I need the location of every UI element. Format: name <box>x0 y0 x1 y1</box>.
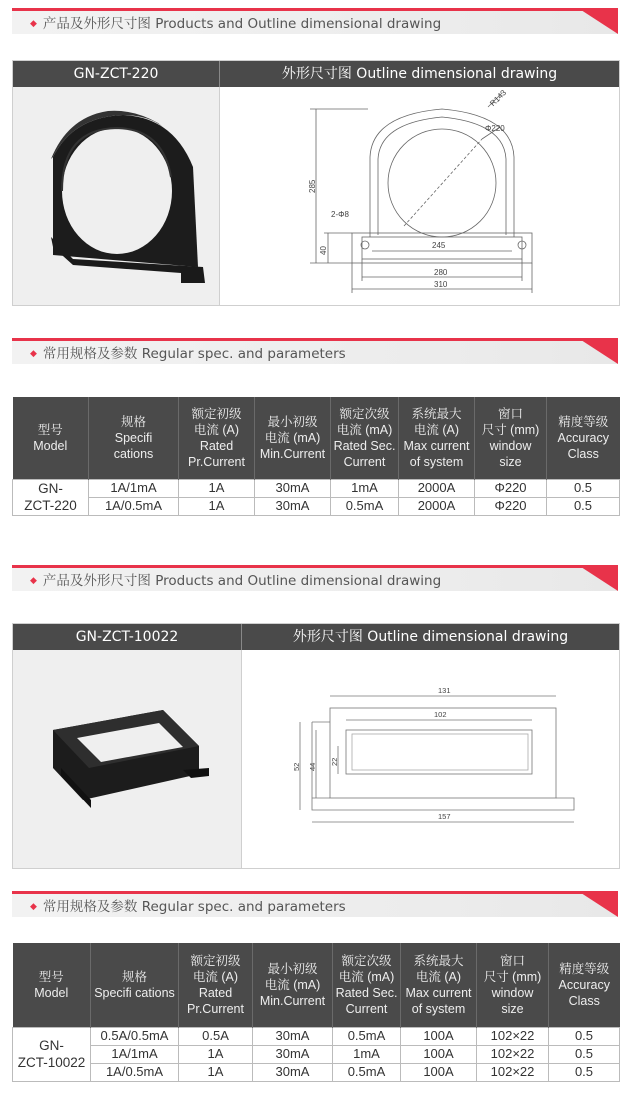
dim-width-310: 310 <box>434 280 448 289</box>
accuracy-cell: 0.5 <box>549 1063 620 1081</box>
max-current-cell: 100A <box>401 1045 477 1063</box>
banner-accent-line <box>12 338 618 341</box>
header-max-current <box>401 943 477 1027</box>
header-model <box>13 943 91 1027</box>
outline-drawing-ring <box>220 87 619 305</box>
diamond-bullet-icon: ◆ <box>30 349 37 359</box>
dim-hole: 2-Φ8 <box>331 210 349 219</box>
dim-radius: R143 <box>488 88 509 109</box>
section-banner-spec-2 <box>12 891 618 917</box>
rated-primary-cell: 1A <box>179 1045 253 1063</box>
model-name: GN-ZCT-220 <box>13 61 220 87</box>
header-text: 型号 Model <box>33 422 68 453</box>
product-photo-ring-ct <box>13 87 220 305</box>
max-current-cell: 100A <box>401 1063 477 1081</box>
header-text: 额定初级 电流 (A) Rated Pr.Current <box>188 406 245 469</box>
header-model <box>13 397 89 479</box>
dim-102: 102 <box>434 710 447 719</box>
rated-primary-cell: 1A <box>179 479 255 497</box>
banner-title <box>30 12 441 32</box>
banner-accent-tab <box>578 565 618 591</box>
rated-primary-cell: 0.5A <box>179 1027 253 1045</box>
min-current-cell: 30mA <box>255 497 331 515</box>
banner-accent-line <box>12 891 618 894</box>
diamond-bullet-icon: ◆ <box>30 576 37 586</box>
banner-title <box>30 342 346 362</box>
table-row <box>13 497 620 515</box>
product-panel-body <box>13 650 619 868</box>
header-text: 系统最大 电流 (A) Max current of system <box>405 953 472 1016</box>
rated-secondary-cell: 0.5mA <box>333 1063 401 1081</box>
header-max-current <box>399 397 475 479</box>
spec-table-gn-zct-220 <box>12 397 620 516</box>
table-row <box>13 1063 620 1081</box>
header-min-current <box>253 943 333 1027</box>
banner-label: 常用规格及参数 Regular spec. and parameters <box>42 899 346 915</box>
window-size-cell: 102×22 <box>477 1027 549 1045</box>
banner-label: 产品及外形尺寸图 Products and Outline dimensional drawing <box>42 16 442 32</box>
banner-title <box>30 569 441 589</box>
banner-accent-tab <box>578 8 618 34</box>
model-name: GN-ZCT-10022 <box>13 624 242 650</box>
product-panel-header <box>13 624 619 650</box>
header-text: 规格 Specifi cations <box>113 414 154 461</box>
spec-table-gn-zct-10022 <box>12 943 620 1082</box>
dim-height: 285 <box>308 179 317 193</box>
spec-cell: 0.5A/0.5mA <box>91 1027 179 1045</box>
model-cell: GN- ZCT-10022 <box>13 1027 91 1081</box>
header-rated-primary <box>179 397 255 479</box>
dim-44: 44 <box>308 762 317 771</box>
banner-title <box>30 895 346 915</box>
min-current-cell: 30mA <box>253 1045 333 1063</box>
accuracy-cell: 0.5 <box>549 1045 620 1063</box>
rated-primary-cell: 1A <box>179 497 255 515</box>
banner-accent-line <box>12 8 618 11</box>
section-banner-products-2 <box>12 565 618 591</box>
header-text: 精度等级 Accuracy Class <box>557 414 609 461</box>
banner-label: 常用规格及参数 Regular spec. and parameters <box>42 346 346 362</box>
dim-phi: Φ220 <box>485 124 505 133</box>
section-banner-products-1 <box>12 8 618 34</box>
min-current-cell: 30mA <box>255 479 331 497</box>
banner-accent-line <box>12 565 618 568</box>
dim-22: 22 <box>330 757 339 766</box>
window-size-cell: Φ220 <box>475 479 547 497</box>
accuracy-cell: 0.5 <box>547 497 620 515</box>
header-text: 额定次级 电流 (mA) Rated Sec. Current <box>333 406 396 469</box>
header-spec <box>89 397 179 479</box>
header-rated-primary <box>179 943 253 1027</box>
product-panel-gn-zct-220 <box>12 60 620 306</box>
rated-secondary-cell: 1mA <box>331 479 399 497</box>
header-text: 窗口 尺寸 (mm) window size <box>481 406 540 469</box>
table-row <box>13 479 620 497</box>
dim-width-245: 245 <box>432 241 446 250</box>
header-window-size <box>477 943 549 1027</box>
header-window-size <box>475 397 547 479</box>
banner-accent-tab <box>578 891 618 917</box>
header-text: 窗口 尺寸 (mm) window size <box>483 953 542 1016</box>
spec-cell: 1A/1mA <box>89 479 179 497</box>
outline-drawing-rect <box>242 650 619 868</box>
product-panel-gn-zct-10022 <box>12 623 620 869</box>
max-current-cell: 100A <box>401 1027 477 1045</box>
table-row <box>13 1045 620 1063</box>
header-min-current <box>255 397 331 479</box>
rated-secondary-cell: 0.5mA <box>333 1027 401 1045</box>
window-size-cell: Φ220 <box>475 497 547 515</box>
header-text: 最小初级 电流 (mA) Min.Current <box>259 414 326 461</box>
header-text: 最小初级 电流 (mA) Min.Current <box>259 961 326 1008</box>
spec-cell: 1A/0.5mA <box>91 1063 179 1081</box>
header-spec <box>91 943 179 1027</box>
banner-label: 产品及外形尺寸图 Products and Outline dimensional drawing <box>42 573 442 589</box>
table-row <box>13 1027 620 1045</box>
rated-secondary-cell: 0.5mA <box>331 497 399 515</box>
model-cell: GN- ZCT-220 <box>13 479 89 515</box>
accuracy-cell: 0.5 <box>549 1027 620 1045</box>
dim-52: 52 <box>292 762 301 771</box>
drawing-title: 外形尺寸图 Outline dimensional drawing <box>281 66 558 82</box>
diamond-bullet-icon: ◆ <box>30 902 37 912</box>
diamond-bullet-icon: ◆ <box>30 19 37 29</box>
max-current-cell: 2000A <box>399 497 475 515</box>
spec-cell: 1A/1mA <box>91 1045 179 1063</box>
product-panel-header <box>13 61 619 87</box>
dim-width-280: 280 <box>434 268 448 277</box>
accuracy-cell: 0.5 <box>547 479 620 497</box>
header-text: 规格 Specifi cations <box>94 969 175 1000</box>
product-photo-rect-ct <box>13 650 242 868</box>
dim-base: 40 <box>319 246 328 255</box>
banner-accent-tab <box>578 338 618 364</box>
spec-header-row <box>13 397 620 479</box>
min-current-cell: 30mA <box>253 1027 333 1045</box>
dim-131: 131 <box>438 686 451 695</box>
min-current-cell: 30mA <box>253 1063 333 1081</box>
max-current-cell: 2000A <box>399 479 475 497</box>
window-size-cell: 102×22 <box>477 1045 549 1063</box>
header-text: 额定初级 电流 (A) Rated Pr.Current <box>187 953 244 1016</box>
window-size-cell: 102×22 <box>477 1063 549 1081</box>
product-panel-body <box>13 87 619 305</box>
header-text: 系统最大 电流 (A) Max current of system <box>403 406 470 469</box>
header-accuracy <box>549 943 620 1027</box>
spec-header-row <box>13 943 620 1027</box>
header-accuracy <box>547 397 620 479</box>
dim-157: 157 <box>438 812 451 821</box>
header-text: 精度等级 Accuracy Class <box>558 961 610 1008</box>
rated-primary-cell: 1A <box>179 1063 253 1081</box>
header-text: 额定次级 电流 (mA) Rated Sec. Current <box>335 953 398 1016</box>
spec-cell: 1A/0.5mA <box>89 497 179 515</box>
drawing-title: 外形尺寸图 Outline dimensional drawing <box>292 629 569 645</box>
header-text: 型号 Model <box>34 969 69 1000</box>
header-rated-secondary <box>331 397 399 479</box>
section-banner-spec-1 <box>12 338 618 364</box>
rated-secondary-cell: 1mA <box>333 1045 401 1063</box>
header-rated-secondary <box>333 943 401 1027</box>
